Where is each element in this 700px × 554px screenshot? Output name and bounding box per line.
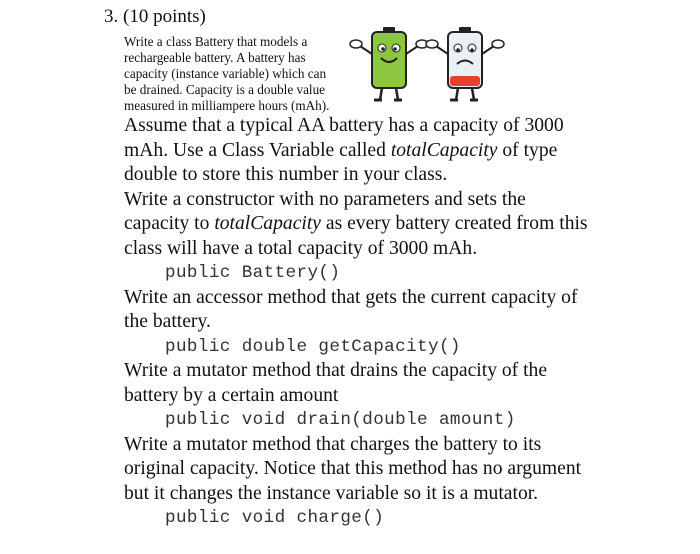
constructor-signature: public Battery() bbox=[165, 263, 341, 283]
text-run: of type bbox=[497, 139, 558, 161]
intro-text bbox=[124, 34, 354, 114]
drain-signature: public void drain(double amount) bbox=[165, 410, 516, 430]
class-variable-name: totalCapacity bbox=[214, 213, 321, 234]
paragraph-line: class will have a total capacity of 3000 mAh. bbox=[124, 237, 478, 259]
full-battery-icon bbox=[350, 27, 428, 100]
paragraph-line: battery by a certain amount bbox=[124, 384, 339, 406]
class-variable-name: totalCapacity bbox=[390, 139, 498, 161]
intro-line: capacity (instance variable) which can bbox=[124, 66, 327, 81]
intro-line: Write a class Battery that models a bbox=[124, 34, 308, 49]
intro-line: measured in milliampere hours (mAh). bbox=[124, 98, 330, 113]
paragraph-line bbox=[124, 139, 694, 164]
text-run: as every battery created from this bbox=[320, 213, 588, 234]
question-body bbox=[124, 114, 694, 531]
text-run: capacity to bbox=[124, 213, 215, 234]
battery-illustration bbox=[338, 24, 508, 106]
charge-signature: public void charge() bbox=[165, 508, 385, 528]
paragraph-line: the battery. bbox=[124, 311, 211, 332]
paragraph-line: Write a mutator method that charges the battery to its bbox=[124, 433, 542, 455]
accessor-signature: public double getCapacity() bbox=[165, 336, 461, 357]
paragraph-line bbox=[124, 212, 694, 237]
intro-line: rechargeable battery. A battery has bbox=[124, 50, 306, 65]
question-title: 3. (10 points) bbox=[104, 6, 206, 27]
paragraph-line: but it changes the instance variable so it is a mutator. bbox=[124, 482, 539, 504]
paragraph-line: original capacity. Notice that this method has no argument bbox=[124, 458, 582, 479]
paragraph-line: Write a constructor with no parameters and sets the bbox=[124, 188, 526, 210]
paragraph-line: Write a mutator method that drains the capacity of the bbox=[124, 360, 548, 381]
empty-battery-icon bbox=[426, 27, 504, 100]
paragraph-line: Write an accessor method that gets the current capacity of bbox=[124, 286, 578, 308]
intro-line: be drained. Capacity is a double value bbox=[124, 82, 326, 97]
paragraph-line: Assume that a typical AA battery has a capacity of 3000 bbox=[124, 115, 564, 136]
paragraph-line: double to store this number in your class. bbox=[124, 164, 448, 185]
text-run: mAh. Use a Class Variable called bbox=[124, 139, 391, 161]
